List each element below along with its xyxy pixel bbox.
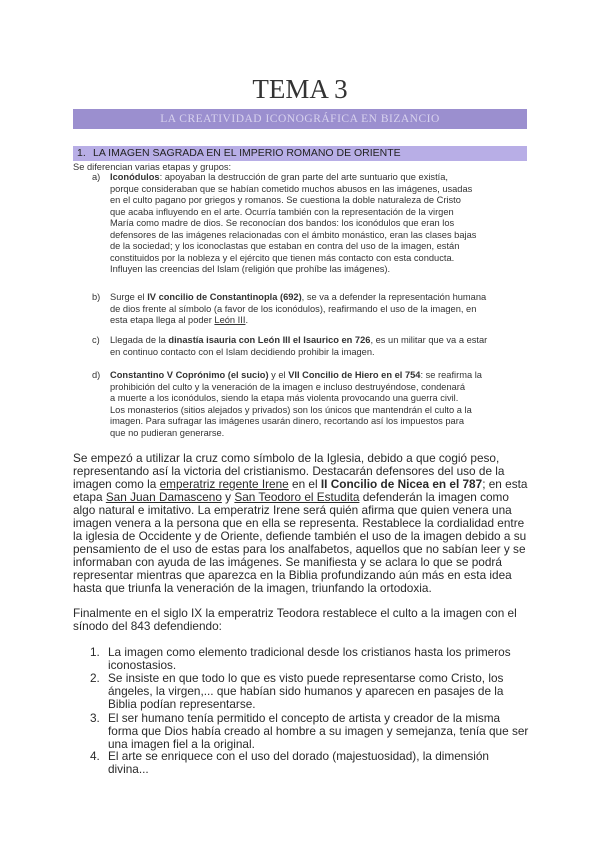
numbered-item-text: El ser humano tenía permitido el concepto de artista y creador de la misma forma que Dios había creado al hombre a su imagen y semejanza, tenía que ser una imagen fiel a la original. <box>108 711 529 751</box>
paragraph-1: Se empezó a utilizar la cruz como símbolo de la Iglesia, debido a que cogió peso, representando así la victoria del cristianismo. Destacarán defensores del uso de la imagen como la emperatriz regente Irene en el II Concilio de Nicea en el 787; en esta etapa San Juan Damasceno y San Teodoro el Estudita defenderán la imagen como algo natural e imitativo. La emperatriz Irene será quién afirma que quien venera una imagen venera a la persona que en ella se representa. Restablece la cordialidad entre la iglesia de Occidente y de Oriente, defiende también el uso de la imagen debido a su pensamiento de el uso de estas para los analfabetos, aquellos que no sabían leer y se informaban con ayuda de las imágenes. Se manifiesta y se aclara lo que se podrá representar mientras que aparezca en la Biblia profundizando aún más en esta idea hasta que triunfa la veneración de la imagen, triunfando la ortodoxia. <box>73 451 528 595</box>
list-item-text: Llegada de la dinastía isauria con León III el Isaurico en 726, es un militar que va a estar en continuo contacto con el Islam decidiendo prohibir la imagen. <box>110 335 488 357</box>
page-title: TEMA 3 <box>252 74 348 104</box>
numbered-item-label: 4. <box>90 749 100 763</box>
list-item-label: d) <box>92 370 101 380</box>
numbered-item-label: 3. <box>90 711 100 725</box>
list-item-label: b) <box>92 292 101 302</box>
numbered-item-text: El arte se enriquece con el uso del dorado (majestuosidad), la dimensión divina... <box>108 749 489 776</box>
list-item-text: Surge el IV concilio de Constantinopla (692), se va a defender la representación humana de dios frente al símbolo (a favor de los iconódulos), reafirmando el uso de la imagen, en esta etapa llega al poder León III. <box>110 292 487 325</box>
numbered-item-text: Se insiste en que todo lo que es visto puede representarse como Cristo, los ángeles, la virgen,... que habían sido humanos y aparecen en pasajes de la Biblia podían representarse. <box>108 671 504 711</box>
list-item-text: Constantino V Coprónimo (el sucio) y el VII Concilio de Hiero en el 754: se reafirma la prohibición del culto y la veneración de la imagen e incluso destruyéndose, condenará a muerte a los iconódulos, siendo la etapa más violenta provocando una guerra civil. Los monasterios (sitios alejados y privados) son los únicos que mantendrán el culto a la imagen. Para sufragar las imágenes usarán dinero, recortando así los impuestos para que no pudieran generarse. <box>110 370 482 438</box>
intro-text: Se diferencian varias etapas y grupos: <box>73 162 232 172</box>
paragraph-2: Finalmente en el siglo IX la emperatriz Teodora restablece el culto a la imagen con el sínodo del 843 defendiendo: <box>73 606 517 633</box>
section-number: 1. <box>77 147 86 159</box>
numbered-item-label: 2. <box>90 671 100 685</box>
list-item-label: a) <box>92 172 101 182</box>
numbered-item-label: 1. <box>90 645 100 659</box>
list-item-text: Iconódulos: apoyaban la destrucción de gran parte del arte suntuario que existía, porque consideraban que se habían cometido muchos abusos en las imágenes, usadas en el culto pagano por griegos y romanos. Se cuestiona la doble naturaleza de Cristo que acaba influyendo en el arte. Ocurría también con la representación de la virgen María como madre de dios. Se reconocían dos bandos: los iconódulos que eran los defensores de las imágenes relacionadas con el ámbito monástico, eran las clases bajas de la sociedad; y los iconoclastas que estaban en contra del uso de la imagen, están constituidos por la nobleza y el ejército que tienen más contacto con esta conducta. Influyen las creencias del Islam (religión que prohíbe las imágenes). <box>110 172 477 274</box>
list-item-label: c) <box>92 335 100 345</box>
section-title: LA IMAGEN SAGRADA EN EL IMPERIO ROMANO DE ORIENTE <box>93 147 401 159</box>
section-heading <box>73 146 527 161</box>
numbered-item-text: La imagen como elemento tradicional desde los cristianos hasta los primeros iconostasios. <box>108 645 511 672</box>
subtitle-banner: LA CREATIVIDAD ICONOGRÁFICA EN BIZANCIO <box>73 109 527 129</box>
